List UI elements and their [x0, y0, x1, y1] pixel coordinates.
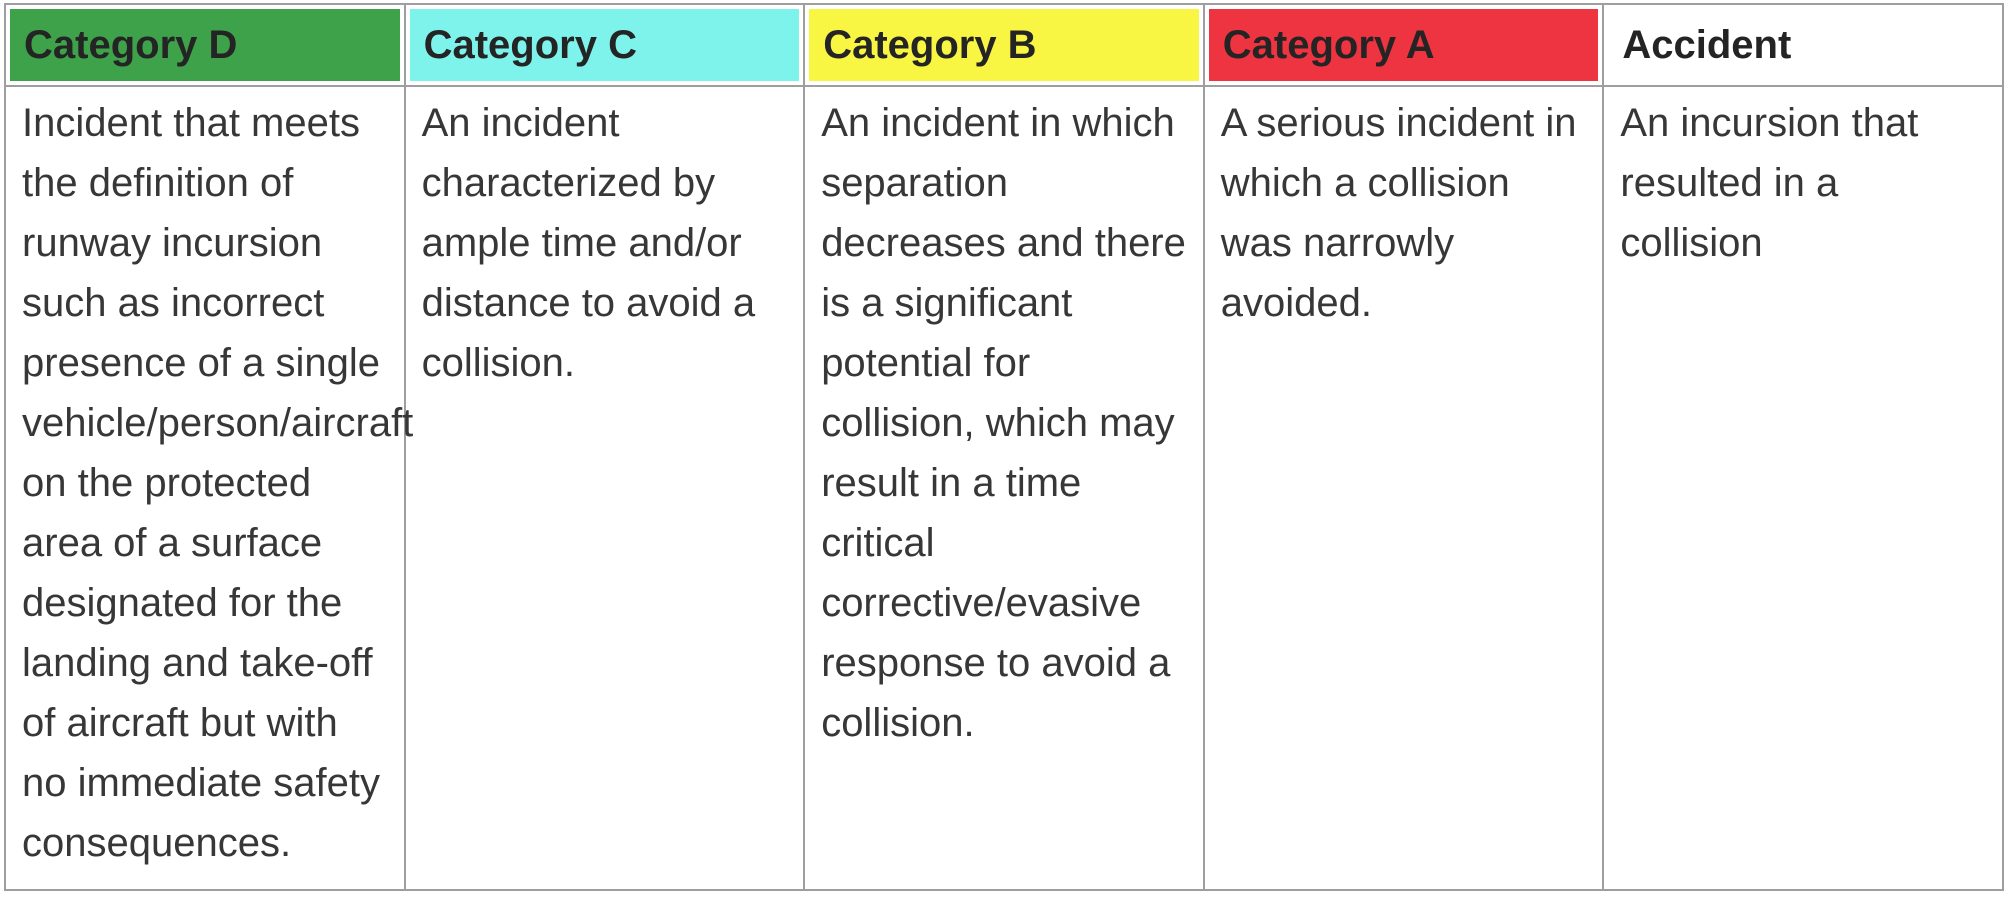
- header-cell-category-a: [1204, 4, 1604, 86]
- incursion-severity-table: [4, 3, 2004, 891]
- category-c-header-label: Category C: [423, 22, 637, 67]
- category-b-header-fill: [809, 9, 1199, 81]
- category-a-header-fill: [1209, 9, 1599, 81]
- category-b-header-label: Category B: [823, 22, 1037, 67]
- accident-header-fill: [1608, 9, 1998, 81]
- cell-category-b-definition: [804, 86, 1204, 890]
- category-b-definition-text: An incident in which separation decreases and there is a significant potential for collision, which may result in a time critical corrective/evasive response to avoid a collision.: [821, 101, 1186, 745]
- category-d-header-label: Category D: [24, 22, 238, 67]
- accident-header-label: Accident: [1622, 22, 1792, 67]
- category-a-definition-text: A serious incident in which a collision was narrowly avoided.: [1220, 101, 1577, 325]
- category-a-header-label: Category A: [1222, 22, 1435, 67]
- category-c-definition-text: An incident characterized by ample time and/or distance to avoid a collision.: [421, 101, 756, 385]
- header-row: [5, 4, 2003, 86]
- cell-category-c-definition: [405, 86, 805, 890]
- cell-category-d-definition: [5, 86, 414, 890]
- accident-definition-text: An incursion that resulted in a collision: [1620, 101, 1919, 265]
- header-cell-category-c: [405, 4, 805, 86]
- cell-accident-definition: [1603, 86, 2003, 890]
- category-d-header-fill: [10, 9, 400, 81]
- definition-row: [5, 86, 2003, 890]
- category-c-header-fill: [410, 9, 800, 81]
- header-cell-category-b: [804, 4, 1204, 86]
- header-cell-accident: [1603, 4, 2003, 86]
- category-d-definition-text: Incident that meets the definition of runway incursion such as incorrect presence of a single vehicle/⁠person/⁠aircraft on the protected area of a surface designated for the landing and take-off of aircraft but with no immediate safety consequences.: [22, 101, 414, 865]
- cell-category-a-definition: [1204, 86, 1604, 890]
- header-cell-category-d: [5, 4, 405, 86]
